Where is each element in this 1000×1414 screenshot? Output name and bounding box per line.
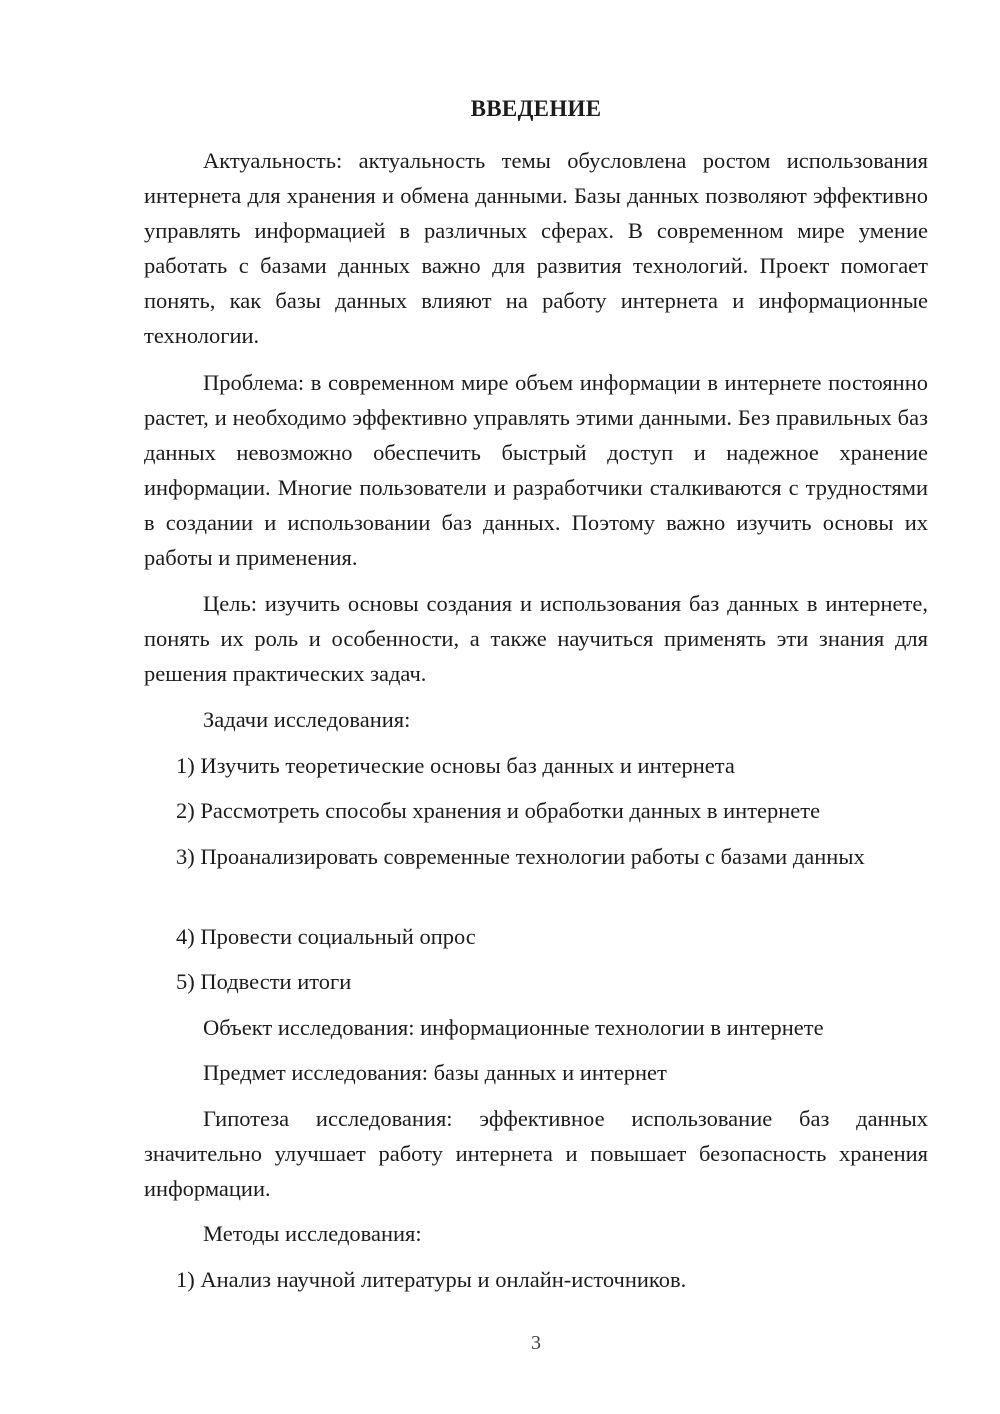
tasks-heading: Задачи исследования: <box>203 707 411 732</box>
task-item-5: 5) Подвести итоги <box>176 969 352 994</box>
task-item-1: 1) Изучить теоретические основы баз данных и интернета <box>176 753 735 778</box>
research-subject: Предмет исследования: базы данных и интернет <box>203 1060 667 1085</box>
problem-paragraph: Проблема: в современном мире объем информации в интернете постоянно растет, и необходимо эффективно управлять этими данными. Без правильных баз данных невозможно обеспечить быстрый доступ и надежное хранение информации. Многие пользователи и разработчики сталкиваются с трудностями в создании и использовании баз данных. Поэтому важно изучить основы их работы и применения. <box>144 370 928 570</box>
methods-heading: Методы исследования: <box>203 1221 422 1246</box>
relevance-paragraph: Актуальность: актуальность темы обусловлена ростом использования интернета для хранения и обмена данными. Базы данных позволяют эффективно управлять информацией в различных сферах. В современном мире умение работать с базами данных важно для развития технологий. Проект помогает понять, как базы данных влияют на работу интернета и информационные технологии. <box>144 148 928 348</box>
page-number: 3 <box>531 1332 541 1354</box>
goal-paragraph: Цель: изучить основы создания и использования баз данных в интернете, понять их роль и особенности, а также научиться применять эти знания для решения практических задач. <box>144 591 928 686</box>
task-item-4: 4) Провести социальный опрос <box>176 924 476 949</box>
page-title: ВВЕДЕНИЕ <box>470 96 602 121</box>
task-item-3: 3) Проанализировать современные технологии работы с базами данных <box>176 844 865 869</box>
method-item-1: 1) Анализ научной литературы и онлайн-источников. <box>176 1267 687 1292</box>
research-object: Объект исследования: информационные технологии в интернете <box>203 1015 824 1040</box>
task-item-2: 2) Рассмотреть способы хранения и обработки данных в интернете <box>176 798 821 823</box>
hypothesis-paragraph: Гипотеза исследования: эффективное использование баз данных значительно улучшает работу интернета и повышает безопасность хранения информации. <box>144 1106 928 1201</box>
